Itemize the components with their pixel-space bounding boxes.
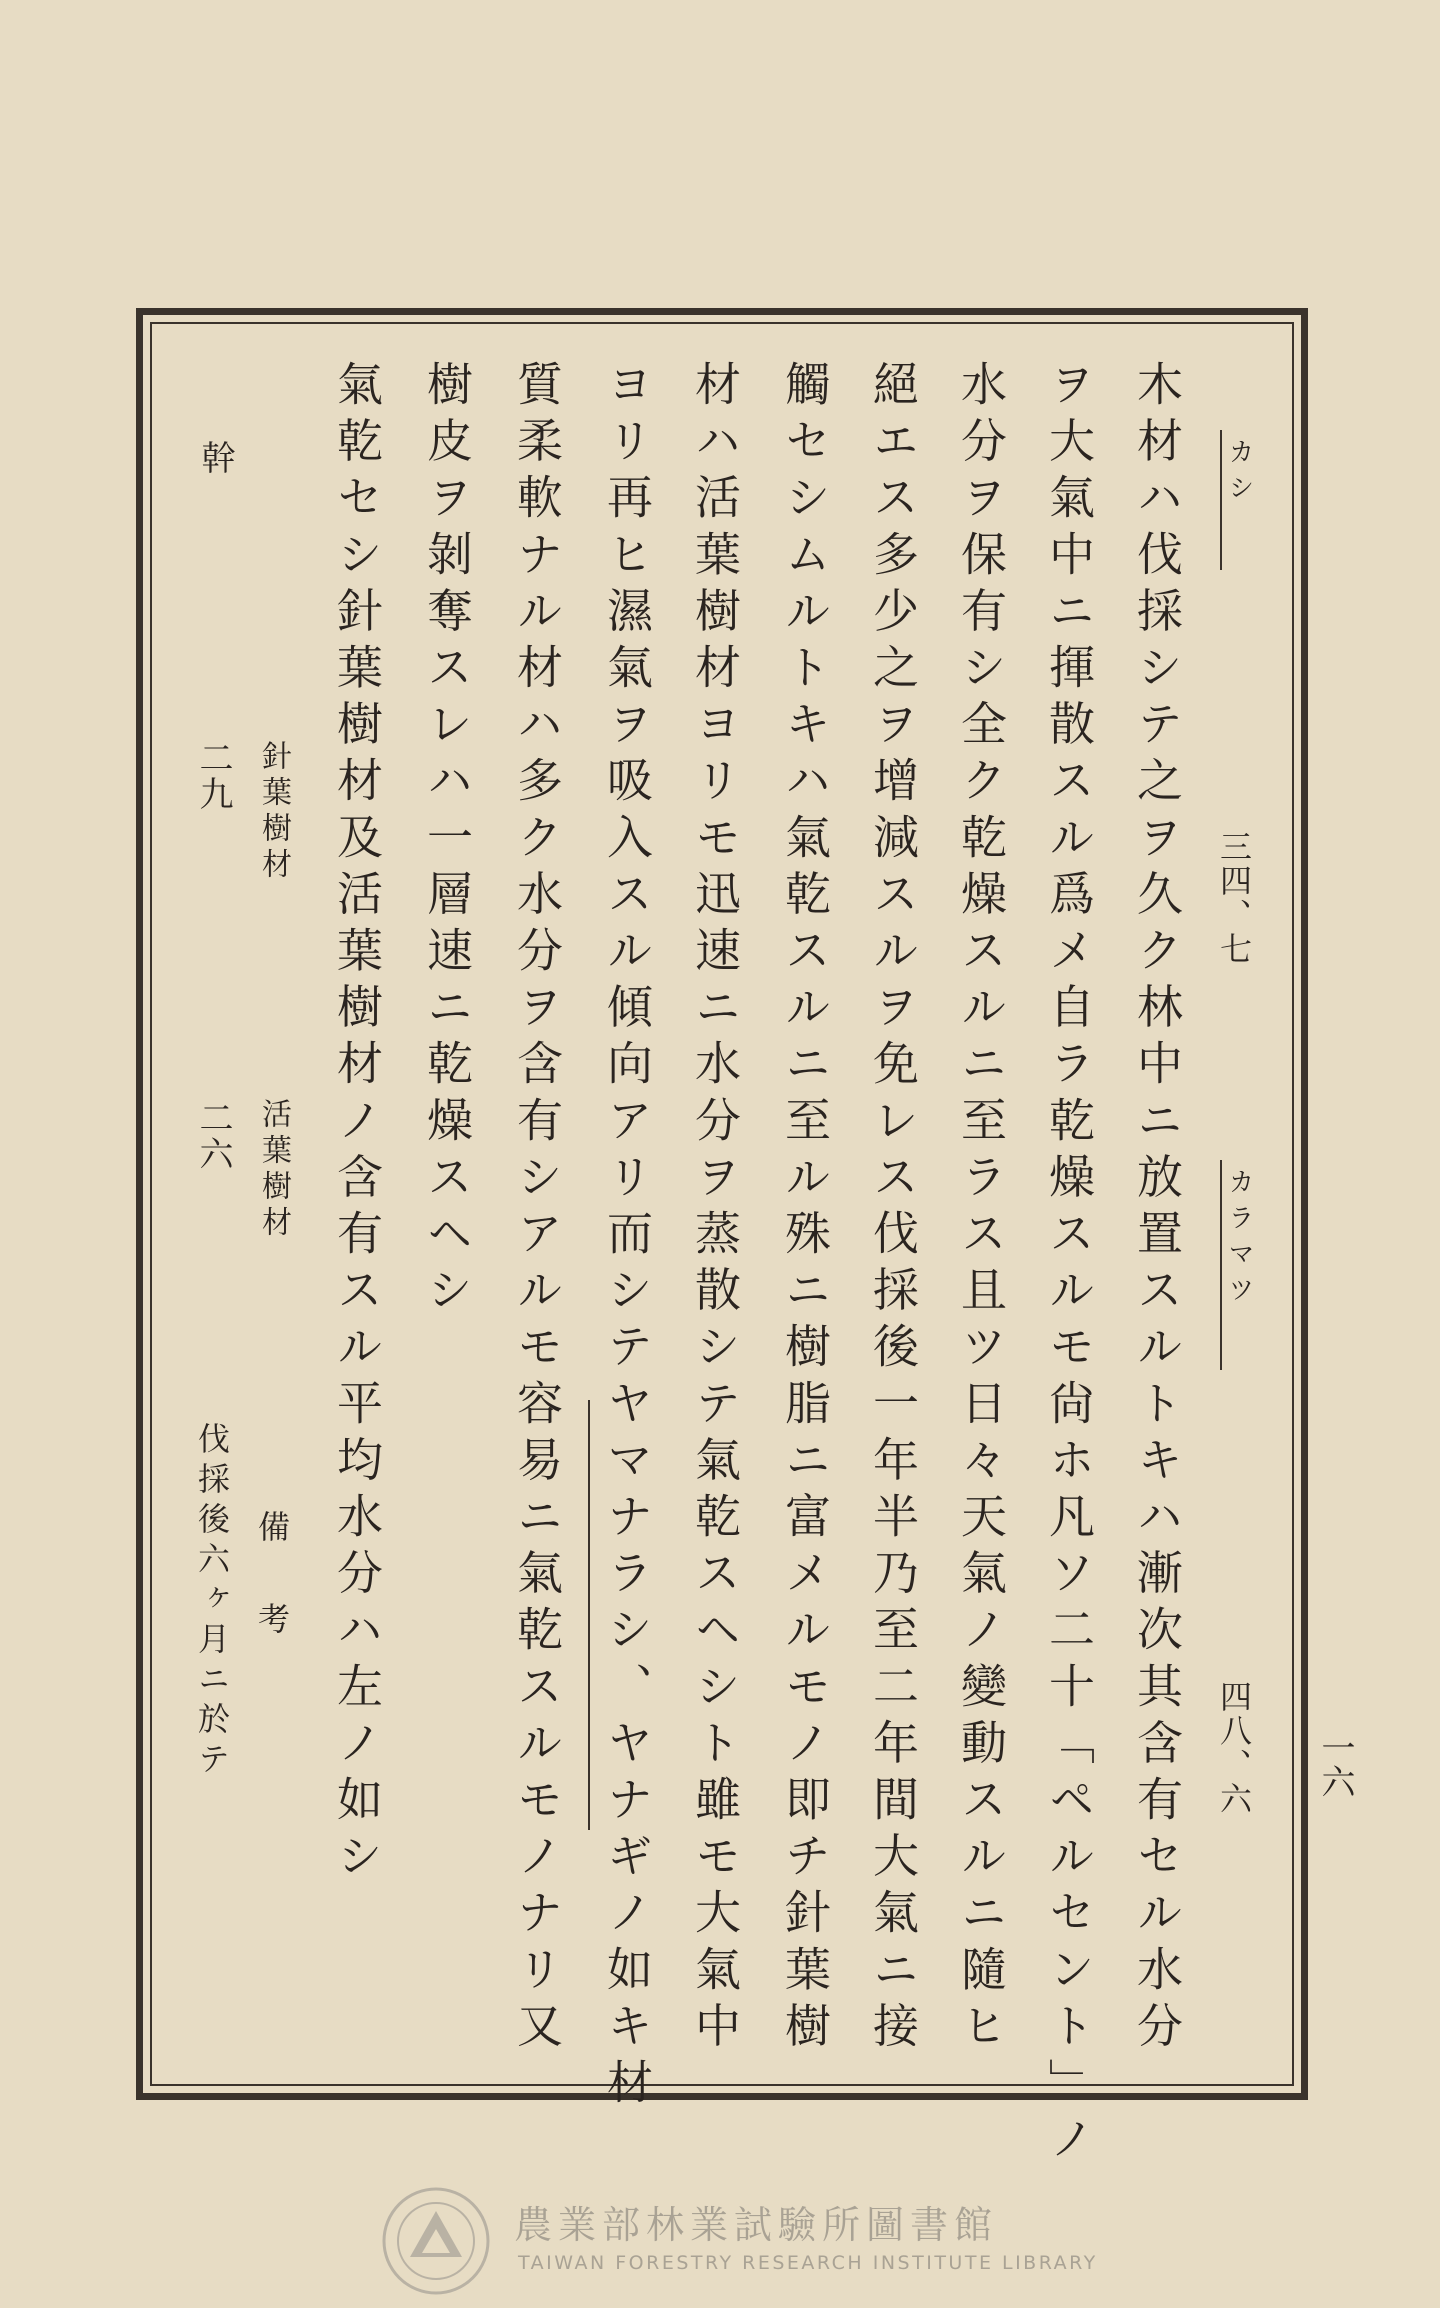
sidebar-rule-kashi (1220, 430, 1222, 570)
table-header-remarks: 備 考 (253, 1510, 291, 1648)
body-text-line: 樹皮ヲ剝奪スレハ一層速ニ乾燥スヘシ (420, 360, 474, 1323)
body-text-line: 質柔軟ナル材ハ多ク水分ヲ含有シアルモ容易ニ氣乾スルモノナリ又 (510, 360, 564, 2058)
table-row-label: 幹 (195, 440, 235, 476)
sidebar-rule-karamatsu (1220, 1160, 1222, 1370)
name-underline-rule (588, 1400, 590, 1830)
body-text-line: 材ハ活葉樹材ヨリモ迅速ニ水分ヲ蒸散シテ氣乾スヘシト雖モ大氣中 (688, 360, 742, 2058)
sidebar-karamatsu-label: カラマツ (1224, 1168, 1254, 1312)
table-header-broadleaf: 活葉樹材 (256, 1098, 291, 1242)
body-text-line: 氣乾セシ針葉樹材及活葉樹材ノ含有スル平均水分ハ左ノ如シ (330, 360, 384, 1889)
table-cell-broadleaf: 二六 (193, 1100, 233, 1172)
table-cell-remark: 伐採後六ヶ月ニ於テ (193, 1422, 231, 1782)
footer-library-name-cn: 農業部林業試驗所圖書館 (514, 2203, 999, 2247)
body-text-line: 水分ヲ保有シ全ク乾燥スルニ至ラス且ツ日々天氣ノ變動スルニ隨ヒ (954, 360, 1008, 2058)
footer-library-name-en: TAIWAN FORESTRY RESEARCH INSTITUTE LIBRARY (518, 2252, 1098, 2274)
table-header-conifer: 針葉樹材 (256, 740, 291, 884)
body-text-line: ヲ大氣中ニ揮散スル爲メ自ラ乾燥スルモ尙ホ凡ソ二十「ペルセント」ノ (1042, 360, 1096, 2172)
body-text-line: 木材ハ伐採シテ之ヲ久ク林中ニ放置スルトキハ漸次其含有セル水分 (1130, 360, 1184, 2058)
sidebar-kashi-label: カシ (1224, 438, 1254, 510)
body-text-line: 觸セシムルトキハ氣乾スルニ至ル殊ニ樹脂ニ富メルモノ即チ針葉樹 (778, 360, 832, 2058)
library-seal-icon (380, 2185, 492, 2297)
body-text-line: 絕エス多少之ヲ增減スルヲ免レス伐採後一年半乃至二年間大氣ニ接 (866, 360, 920, 2058)
page-number: 一六 (1315, 1730, 1355, 1798)
body-text-line: ヨリ再ヒ濕氣ヲ吸入スル傾向アリ而シテヤマナラシ、ヤナギノ如キ材 (600, 360, 654, 2115)
sidebar-kashi-value: 三四、七 (1215, 830, 1253, 966)
sidebar-karamatsu-value: 四八、六 (1215, 1680, 1253, 1816)
table-cell-conifer: 二九 (193, 740, 233, 812)
